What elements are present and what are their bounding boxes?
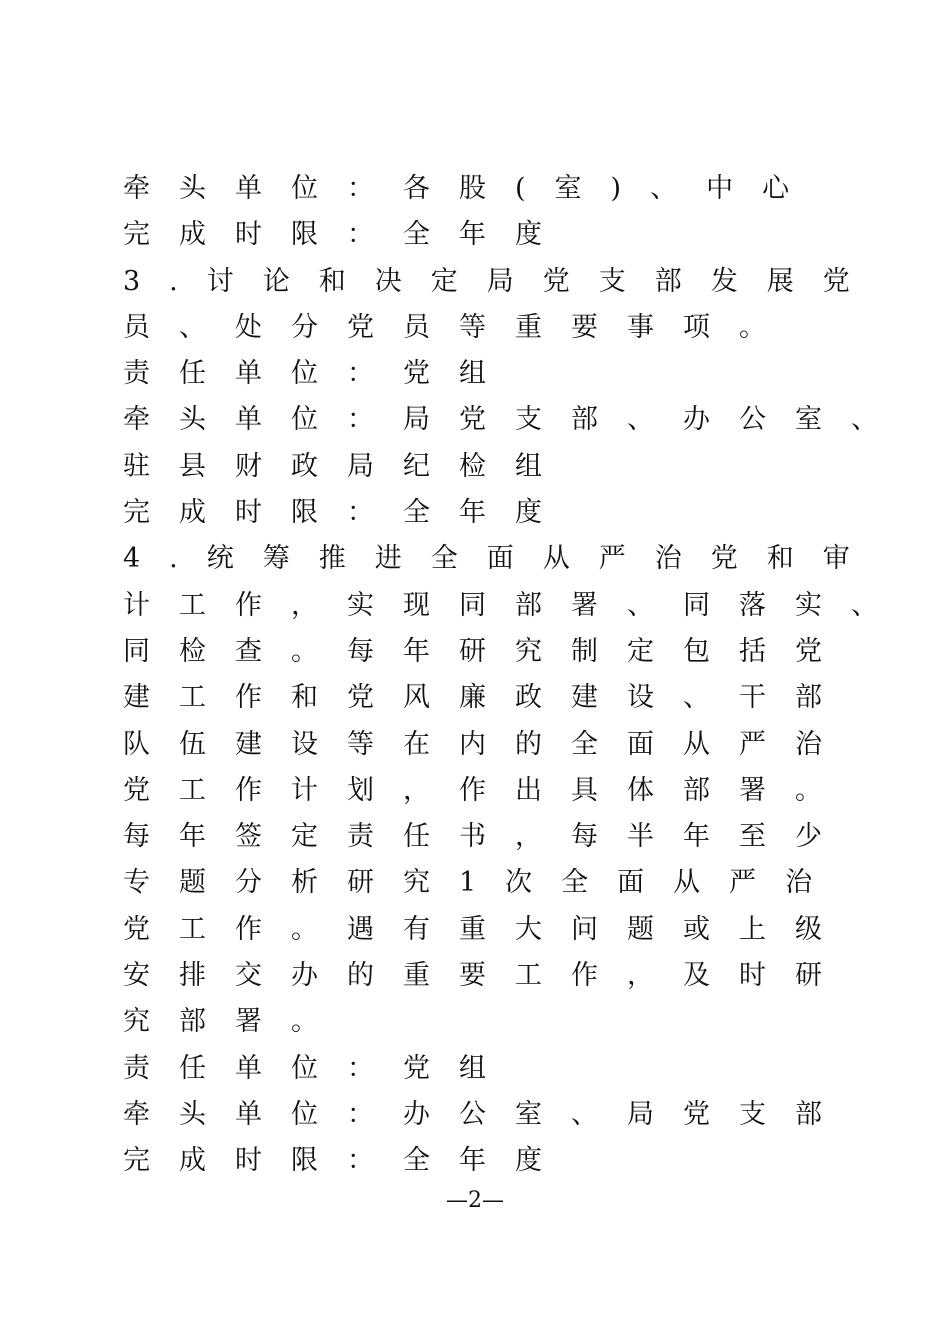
document-body xyxy=(123,166,907,1185)
text-line: 完成时限：全年度 xyxy=(123,219,571,251)
text-line: 同检查。每年研究制定包括党 xyxy=(123,635,851,667)
text-line: 党工作。遇有重大问题或上级 xyxy=(123,913,851,945)
text-line: 究部署。 xyxy=(123,1006,347,1038)
text-line: 4.统筹推进全面从严治党和审 xyxy=(123,543,879,575)
text-line: 建工作和党风廉政建设、干部 xyxy=(123,682,851,714)
text-line: 安排交办的重要工作，及时研 xyxy=(123,960,851,992)
text-line: 牵头单位：各股(室)、中心 xyxy=(123,173,819,204)
text-line: 党工作计划，作出具体部署。 xyxy=(123,774,851,806)
text-line: 队伍建设等在内的全面从严治 xyxy=(123,728,851,760)
text-line: 完成时限：全年度 xyxy=(123,1145,571,1177)
page-number: —2— xyxy=(446,1188,504,1213)
text-line: 3.讨论和决定局党支部发展党 xyxy=(123,265,879,297)
text-line: 完成时限：全年度 xyxy=(123,497,571,529)
text-line: 责任单位：党组 xyxy=(123,358,515,390)
text-line: 牵头单位：局党支部、办公室、 xyxy=(123,404,907,436)
text-line: 驻县财政局纪检组 xyxy=(123,450,571,482)
text-line: 计工作，实现同部署、同落实、 xyxy=(123,589,907,621)
text-line: 每年签定责任书，每半年至少 xyxy=(123,821,851,853)
text-line: 责任单位：党组 xyxy=(123,1052,515,1084)
text-line: 牵头单位：办公室、局党支部 xyxy=(123,1098,851,1130)
text-line: 员、处分党员等重要事项。 xyxy=(123,311,795,343)
text-line: 专题分析研究1次全面从严治 xyxy=(123,867,842,899)
